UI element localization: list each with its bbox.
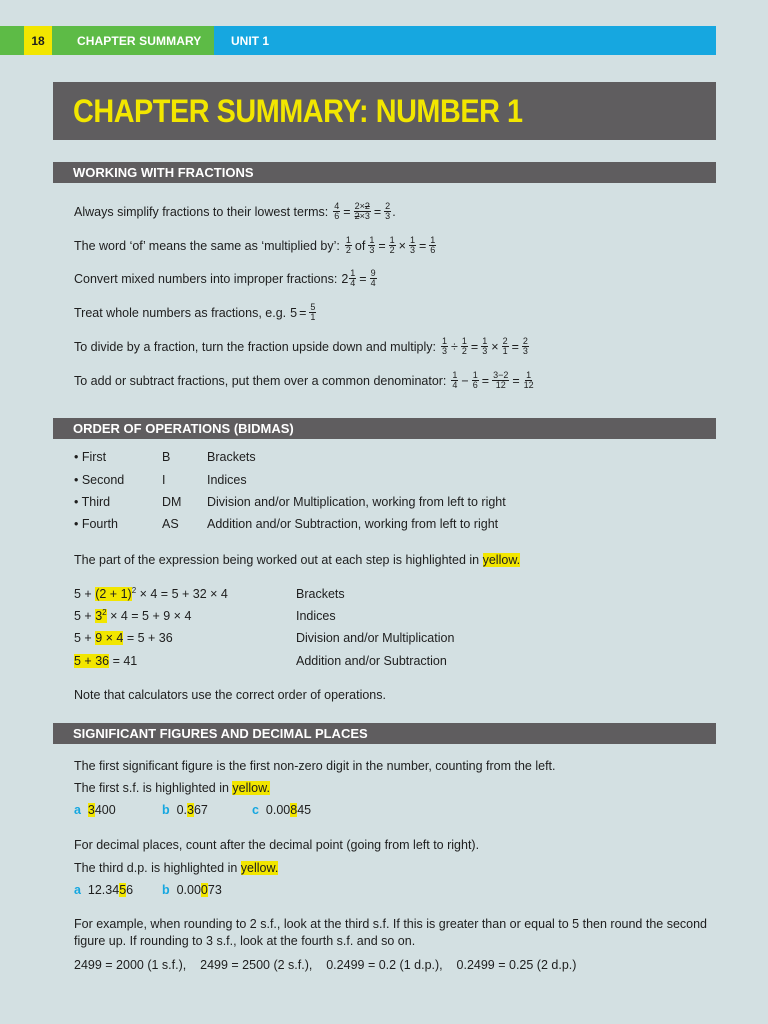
- bidmas-order: • Fourth: [74, 517, 118, 531]
- top-bar-accent: [0, 26, 24, 55]
- chapter-label: CHAPTER SUMMARY: [52, 26, 214, 55]
- math-expression: $\frac{1}{4}$: [452, 370, 458, 390]
- dp-highlight-note: The third d.p. is highlighted in yellow.: [74, 861, 279, 875]
- dp-example-a: a 12.3456: [74, 883, 134, 897]
- fraction-rule-add: To add or subtract fractions, put them over a common denominator: $\frac{1}{4}$ − $\frac{1}{6}$ = $\frac{3-2}{12}$ = $\frac{1}{12}$: [74, 370, 534, 390]
- section-heading-fractions: WORKING WITH FRACTIONS: [53, 162, 716, 183]
- math-expression: $\frac{2}{1}$: [502, 336, 508, 356]
- math-expression: $\frac{5}{1}$: [310, 302, 316, 322]
- bidmas-order: • Second: [74, 473, 125, 487]
- sigfig-definition: The first significant figure is the first non-zero digit in the number, counting from the left.: [74, 759, 556, 773]
- math-expression: $\frac{1}{3}$: [369, 235, 375, 255]
- unit-label: UNIT 1: [214, 26, 716, 55]
- bidmas-order: • First: [74, 450, 107, 464]
- bidmas-desc: Addition and/or Subtraction, working from left to right: [207, 517, 499, 531]
- math-expression: $\frac{2\times 2}{2\times 3}$: [354, 201, 370, 221]
- math-expression: $\frac{2}{3}$: [385, 201, 391, 221]
- bidmas-step-2: $5 + 3^2 \times 4 = 5 + 9 \times 4$: [74, 607, 192, 623]
- section-heading-sigfig: SIGNIFICANT FIGURES AND DECIMAL PLACES: [53, 723, 716, 744]
- math-expression: $\frac{1}{4}$: [350, 268, 356, 288]
- bidmas-highlight-note: The part of the expression being worked out at each step is highlighted in yellow.: [74, 553, 521, 567]
- bidmas-desc: Division and/or Multiplication, working from left to right: [207, 495, 506, 509]
- math-expression: $\frac{9}{4}$: [370, 268, 376, 288]
- math-expression: $\frac{1}{12}$: [523, 370, 534, 390]
- sigfig-example-b: b 0.367: [162, 803, 208, 817]
- fraction-rule-of: The word ‘of’ means the same as ‘multiplied by’: $\frac{1}{2}$ of $\frac{1}{3}$ = $\frac{1}{2}$ × $\frac{1}{3}$ = $\frac{1}{6}$: [74, 235, 436, 255]
- bidmas-desc: Indices: [207, 473, 247, 487]
- bidmas-step-1: $5 + (2 + 1)^2 \times 4 = 5 + 32 \times 4$: [74, 585, 228, 601]
- bidmas-step-label: Brackets: [296, 587, 345, 601]
- calculator-note: Note that calculators use the correct order of operations.: [74, 688, 386, 702]
- bidmas-order: • Third: [74, 495, 111, 509]
- title-box: [53, 82, 716, 140]
- math-expression: $\frac{1}{2}$: [389, 235, 395, 255]
- math-expression: $\frac{4}{6}$: [334, 201, 340, 221]
- bidmas-letter: B: [162, 450, 171, 464]
- rounding-examples: 2499 = 2000 (1 s.f.), 2499 = 2500 (2 s.f.), 0.2499 = 0.2 (1 d.p.), 0.2499 = 0.25 (2 d.p.): [74, 958, 577, 972]
- section-heading-bidmas: ORDER OF OPERATIONS (BIDMAS): [53, 418, 716, 439]
- bidmas-letter: DM: [162, 495, 182, 509]
- page-number: 18: [24, 26, 52, 55]
- rounding-explanation-2: figure up. If rounding to 3 s.f., look at the fourth s.f. and so on.: [74, 934, 416, 948]
- math-expression: $\frac{1}{6}$: [472, 370, 478, 390]
- bidmas-step-label: Division and/or Multiplication: [296, 631, 455, 645]
- fraction-rule-simplify: Always simplify fractions to their lowest terms: $\frac{4}{6}$ = $\frac{2\times 2}{2\times 3}$ = $\frac{2}{3}$ .: [74, 201, 396, 221]
- fraction-rule-mixed: Convert mixed numbers into improper fractions: 2 $\frac{1}{4}$ = $\frac{9}{4}$: [74, 268, 376, 288]
- fraction-rule-whole: Treat whole numbers as fractions, e.g. 5 = $\frac{5}{1}$: [74, 302, 316, 322]
- bidmas-step-4: 5 + 36 = 41: [74, 654, 138, 668]
- dp-example-b: b 0.00073: [162, 883, 222, 897]
- math-expression: $\frac{1}{3}$: [482, 336, 488, 356]
- math-expression: $\frac{1}{6}$: [430, 235, 436, 255]
- sigfig-example-a: a 3400: [74, 803, 116, 817]
- top-bar: [0, 26, 716, 55]
- bidmas-desc: Brackets: [207, 450, 256, 464]
- sigfig-example-c: c 0.00845: [252, 803, 312, 817]
- bidmas-letter: AS: [162, 517, 179, 531]
- math-expression: $\frac{1}{2}$: [461, 336, 467, 356]
- bidmas-step-label: Indices: [296, 609, 336, 623]
- fraction-rule-divide: To divide by a fraction, turn the fraction upside down and multiply: $\frac{1}{3}$ ÷ $\frac{1}{2}$ = $\frac{1}{3}$ × $\frac{2}{1}$ = $\frac{2}{3}$: [74, 336, 528, 356]
- bidmas-step-label: Addition and/or Subtraction: [296, 654, 447, 668]
- sigfig-highlight-note: The first s.f. is highlighted in yellow.: [74, 781, 270, 795]
- dp-definition: For decimal places, count after the decimal point (going from left to right).: [74, 838, 480, 852]
- page-title: CHAPTER SUMMARY: NUMBER 1: [73, 92, 523, 129]
- math-expression: $\frac{1}{3}$: [409, 235, 415, 255]
- math-expression: $\frac{1}{2}$: [345, 235, 351, 255]
- math-expression: $\frac{1}{3}$: [442, 336, 448, 356]
- rounding-explanation-1: For example, when rounding to 2 s.f., look at the third s.f. If this is greater than or equal to 5 then round the second: [74, 917, 708, 931]
- math-expression: $\frac{2}{3}$: [522, 336, 528, 356]
- bidmas-letter: I: [162, 473, 166, 487]
- bidmas-step-3: 5 + 9 × 4 = 5 + 36: [74, 631, 173, 645]
- math-expression: $\frac{3-2}{12}$: [493, 370, 509, 390]
